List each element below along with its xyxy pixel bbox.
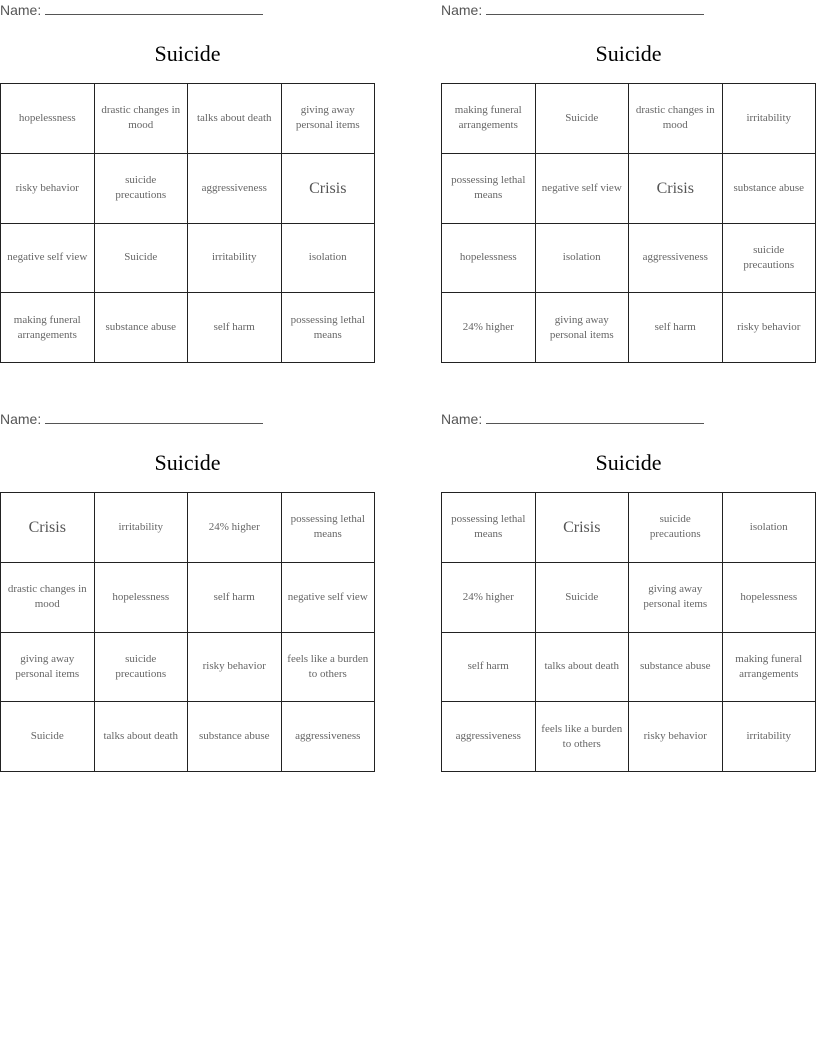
bingo-card-2 [441, 0, 816, 372]
free-space-cell: Crisis [282, 154, 376, 224]
bingo-cell: talks about death [188, 84, 282, 154]
bingo-cell: irritability [723, 84, 816, 154]
bingo-cell: drastic changes in mood [95, 84, 189, 154]
bingo-grid [0, 492, 375, 772]
bingo-cell: Suicide [536, 84, 630, 154]
card-title: Suicide [154, 450, 221, 475]
card-title: Suicide [154, 41, 221, 66]
name-blank-line[interactable] [45, 411, 263, 424]
bingo-cell: giving away personal items [629, 563, 723, 633]
bingo-cell: self harm [629, 293, 723, 363]
bingo-cell: suicide precautions [723, 224, 816, 294]
bingo-cell: possessing lethal means [282, 293, 376, 363]
bingo-grid [441, 492, 816, 772]
bingo-cell: risky behavior [629, 702, 723, 772]
bingo-cell: irritability [95, 493, 189, 563]
name-field[interactable] [441, 411, 704, 427]
bingo-cell: making funeral arrangements [1, 293, 95, 363]
bingo-cell: talks about death [536, 633, 630, 703]
bingo-cell: Suicide [536, 563, 630, 633]
bingo-cell: talks about death [95, 702, 189, 772]
bingo-cell: giving away personal items [282, 84, 376, 154]
name-label: Name: [0, 2, 42, 18]
bingo-cell: isolation [282, 224, 376, 294]
bingo-cell: risky behavior [1, 154, 95, 224]
card-title: Suicide [595, 41, 662, 66]
bingo-cell: 24% higher [442, 563, 536, 633]
bingo-cell: making funeral arrangements [723, 633, 816, 703]
bingo-card-3 [0, 409, 375, 781]
bingo-cell: substance abuse [95, 293, 189, 363]
bingo-cell: possessing lethal means [442, 493, 536, 563]
bingo-cell: isolation [536, 224, 630, 294]
name-field[interactable] [0, 411, 263, 427]
bingo-cell: making funeral arrangements [442, 84, 536, 154]
bingo-cell: 24% higher [188, 493, 282, 563]
bingo-cell: possessing lethal means [442, 154, 536, 224]
name-blank-line[interactable] [486, 411, 704, 424]
bingo-cell: drastic changes in mood [629, 84, 723, 154]
bingo-cell: aggressiveness [188, 154, 282, 224]
bingo-cell: aggressiveness [442, 702, 536, 772]
bingo-cell: self harm [188, 293, 282, 363]
bingo-cell: suicide precautions [629, 493, 723, 563]
bingo-card-1 [0, 0, 375, 372]
bingo-cell: negative self view [1, 224, 95, 294]
bingo-cell: possessing lethal means [282, 493, 376, 563]
free-space-cell: Crisis [629, 154, 723, 224]
bingo-cell: hopelessness [723, 563, 816, 633]
name-blank-line[interactable] [45, 2, 263, 15]
bingo-cell: risky behavior [723, 293, 816, 363]
bingo-cell: hopelessness [1, 84, 95, 154]
bingo-grid [0, 83, 375, 363]
bingo-cell: substance abuse [629, 633, 723, 703]
name-blank-line[interactable] [486, 2, 704, 15]
bingo-cell: 24% higher [442, 293, 536, 363]
bingo-cell: risky behavior [188, 633, 282, 703]
card-title: Suicide [595, 450, 662, 475]
bingo-cell: isolation [723, 493, 816, 563]
bingo-cell: Suicide [95, 224, 189, 294]
bingo-cell: giving away personal items [536, 293, 630, 363]
free-space-cell: Crisis [1, 493, 95, 563]
bingo-grid [441, 83, 816, 363]
bingo-cell: drastic changes in mood [1, 563, 95, 633]
bingo-cell: self harm [442, 633, 536, 703]
bingo-cell: irritability [723, 702, 816, 772]
bingo-cell: aggressiveness [282, 702, 376, 772]
name-label: Name: [441, 411, 483, 427]
bingo-cell: Suicide [1, 702, 95, 772]
bingo-cell: self harm [188, 563, 282, 633]
bingo-cell: aggressiveness [629, 224, 723, 294]
bingo-cell: giving away personal items [1, 633, 95, 703]
bingo-cell: feels like a burden to others [282, 633, 376, 703]
bingo-cell: negative self view [282, 563, 376, 633]
bingo-cell: negative self view [536, 154, 630, 224]
bingo-card-4 [441, 409, 816, 781]
bingo-cell: suicide precautions [95, 154, 189, 224]
bingo-cell: hopelessness [442, 224, 536, 294]
free-space-cell: Crisis [536, 493, 630, 563]
name-label: Name: [0, 411, 42, 427]
name-field[interactable] [441, 2, 704, 18]
name-label: Name: [441, 2, 483, 18]
bingo-cell: irritability [188, 224, 282, 294]
bingo-cell: hopelessness [95, 563, 189, 633]
bingo-cell: substance abuse [723, 154, 816, 224]
name-field[interactable] [0, 2, 263, 18]
bingo-cell: suicide precautions [95, 633, 189, 703]
bingo-cell: substance abuse [188, 702, 282, 772]
bingo-cell: feels like a burden to others [536, 702, 630, 772]
